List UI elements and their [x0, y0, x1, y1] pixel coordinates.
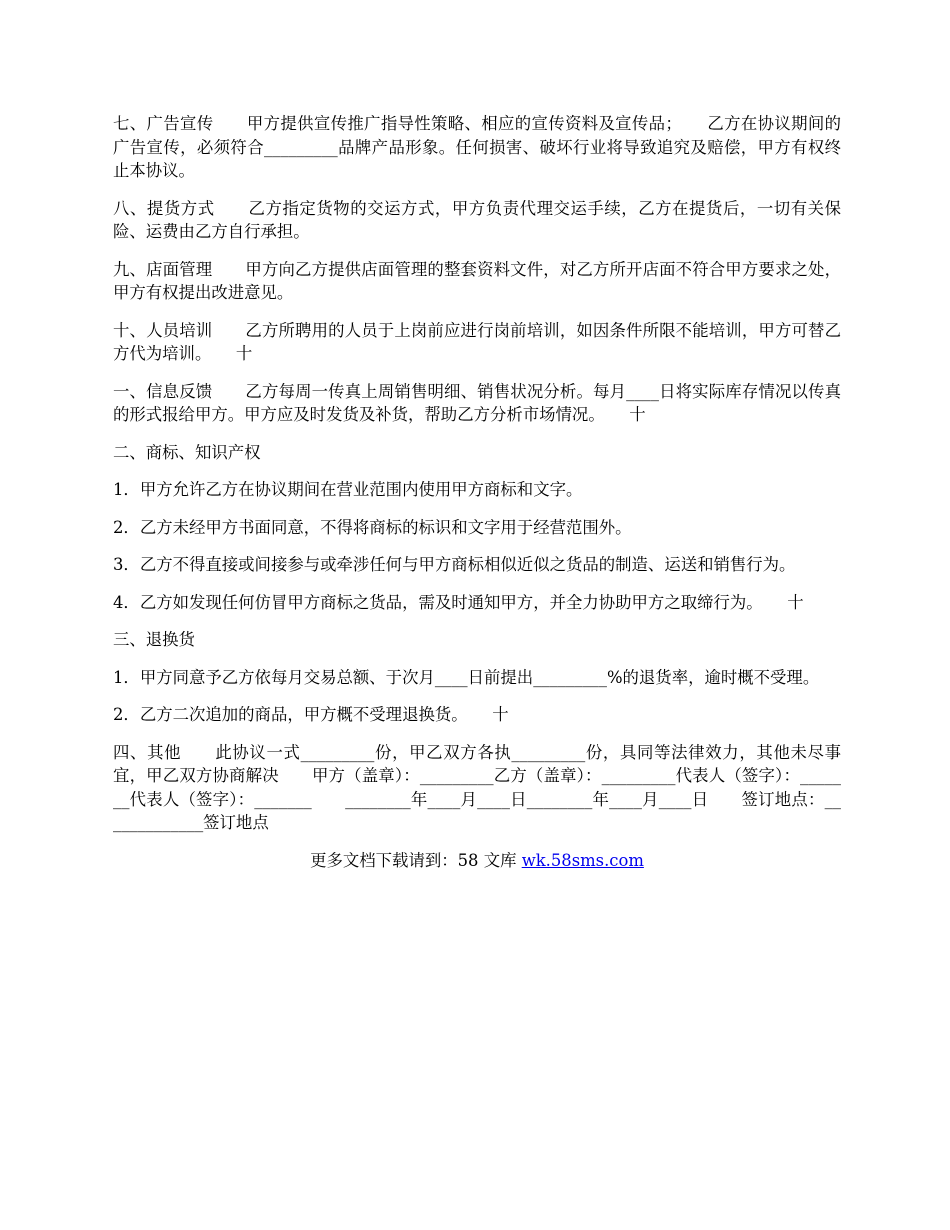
returns-clause-2: 2．乙方二次追加的商品，甲方概不受理退换货。 十 — [113, 705, 509, 724]
section-8-delivery: 八、提货方式 乙方指定货物的交运方式，甲方负责代理交运手续，乙方在提货后，一切有关保险、运费由乙方自行承担。 — [113, 198, 841, 241]
section-7-advertising: 七、广告宣传 甲方提供宣传推广指导性策略、相应的宣传资料及宣传品； 乙方在协议期间的广告宣传，必须符合_________品牌产品形象。任何损害、破坏行业将导致追究及赔偿，甲方有权终止本协议。 — [113, 114, 841, 180]
trademark-clause-3: 3．乙方不得直接或间接参与或牵涉任何与甲方商标相似近似之货品的制造、运送和销售行为。 — [113, 555, 796, 574]
returns-clause-1: 1．甲方同意予乙方依每月交易总额、于次月____日前提出_________%的退货率，逾时概不受理。 — [113, 667, 820, 687]
section-12-trademark-heading: 二、商标、知识产权 — [113, 442, 261, 462]
section-11-feedback: 一、信息反馈 乙方每周一传真上周销售明细、销售状况分析。每月____日将实际库存情况以传真的形式报给甲方。甲方应及时发货及补货，帮助乙方分析市场情况。 十 — [113, 381, 841, 424]
footer-link[interactable]: wk.58sms.com — [521, 850, 644, 870]
trademark-clause-2: 2．乙方未经甲方书面同意，不得将商标的标识和文字用于经营范围外。 — [113, 517, 632, 537]
footer-text: 更多文档下载请到：58 文库 — [310, 850, 522, 870]
section-10-staff-training: 十、人员培训 乙方所聘用的人员于上岗前应进行岗前培训，如因条件所限不能培训，甲方可替乙方代为培训。 十 — [113, 320, 841, 363]
document-body — [113, 112, 841, 872]
section-13-returns-heading: 三、退换货 — [113, 630, 195, 649]
download-footer — [113, 849, 841, 873]
trademark-clause-1: 1．甲方允许乙方在协议期间在营业范围内使用甲方商标和文字。 — [113, 480, 583, 499]
section-14-other-signatures: 四、其他 此协议一式_________份，甲乙双方各执_________份，具同等法律效力，其他未尽事宜，甲乙双方协商解决 甲方（盖章）：_________乙方（盖章）：_________代表人（签字）：_______代表人（签字）：_______ ________年____月____日________年____月____日 签订地点：_____________签订地点 — [113, 742, 841, 832]
trademark-clause-4: 4．乙方如发现任何仿冒甲方商标之货品，需及时通知甲方，并全力协助甲方之取缔行为。 十 — [113, 592, 804, 612]
section-9-store-management: 九、店面管理 甲方向乙方提供店面管理的整套资料文件，对乙方所开店面不符合甲方要求之处，甲方有权提出改进意见。 — [113, 259, 841, 302]
